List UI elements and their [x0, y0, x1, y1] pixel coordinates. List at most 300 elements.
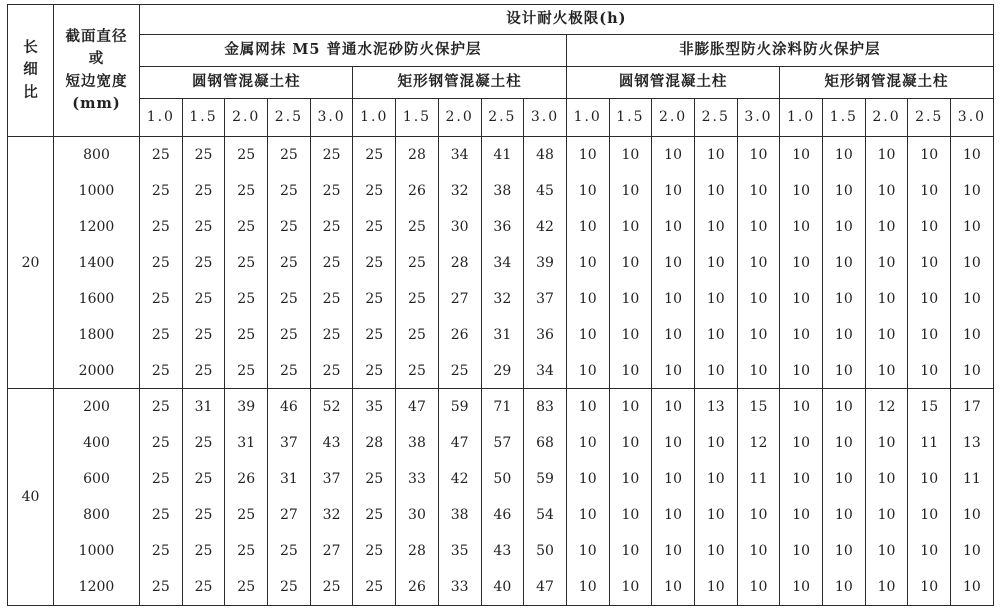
- thickness-cell: 10: [694, 569, 737, 605]
- table-row: [8, 533, 994, 569]
- slenderness-header-text: 长 细 比: [23, 38, 38, 101]
- thickness-cell: 25: [310, 137, 353, 173]
- thickness-cell: 11: [951, 461, 994, 497]
- thickness-cell: 10: [908, 497, 951, 533]
- thickness-cell: 10: [865, 173, 908, 209]
- thickness-cell: 10: [823, 461, 866, 497]
- thickness-cell: 25: [353, 497, 396, 533]
- thickness-cell: 25: [182, 425, 225, 461]
- thickness-cell: 10: [566, 173, 609, 209]
- thickness-cell: 10: [823, 353, 866, 389]
- hour-header: 3.0: [310, 99, 353, 137]
- thickness-cell: 10: [780, 173, 823, 209]
- hour-header: 3.0: [524, 99, 567, 137]
- thickness-cell: 11: [908, 425, 951, 461]
- table-row: [8, 389, 994, 425]
- thickness-cell: 10: [737, 317, 780, 353]
- thickness-cell: 25: [225, 533, 268, 569]
- thickness-cell: 25: [310, 353, 353, 389]
- thickness-cell: 34: [524, 353, 567, 389]
- thickness-cell: 10: [566, 389, 609, 425]
- thickness-cell: 25: [225, 173, 268, 209]
- thickness-cell: 25: [140, 173, 183, 209]
- thickness-cell: 10: [823, 317, 866, 353]
- thickness-cell: 10: [737, 245, 780, 281]
- thickness-cell: 10: [652, 389, 695, 425]
- section-size-cell: 2000: [54, 353, 140, 389]
- thickness-cell: 10: [694, 497, 737, 533]
- hour-header: 3.0: [737, 99, 780, 137]
- thickness-cell: 25: [140, 317, 183, 353]
- table-row: [8, 245, 994, 281]
- thickness-cell: 10: [652, 245, 695, 281]
- thickness-cell: 10: [823, 173, 866, 209]
- thickness-cell: 13: [951, 425, 994, 461]
- thickness-cell: 57: [481, 425, 524, 461]
- thickness-cell: 38: [396, 425, 439, 461]
- thickness-cell: 25: [140, 569, 183, 605]
- hour-header: 1.0: [780, 99, 823, 137]
- hour-header: 1.5: [182, 99, 225, 137]
- thickness-cell: 25: [225, 245, 268, 281]
- table-row: [8, 353, 994, 389]
- thickness-cell: 10: [609, 425, 652, 461]
- thickness-cell: 10: [823, 569, 866, 605]
- thickness-cell: 25: [268, 137, 311, 173]
- thickness-cell: 10: [566, 209, 609, 245]
- thickness-cell: 26: [225, 461, 268, 497]
- thickness-cell: 12: [865, 389, 908, 425]
- thickness-cell: 10: [694, 137, 737, 173]
- thickness-cell: 10: [951, 209, 994, 245]
- thickness-cell: 10: [652, 209, 695, 245]
- thickness-cell: 10: [737, 281, 780, 317]
- thickness-cell: 10: [951, 281, 994, 317]
- thickness-cell: 10: [908, 461, 951, 497]
- thickness-cell: 25: [268, 569, 311, 605]
- thickness-cell: 30: [438, 209, 481, 245]
- thickness-cell: 28: [396, 137, 439, 173]
- thickness-cell: 10: [609, 461, 652, 497]
- thickness-cell: 10: [951, 137, 994, 173]
- thickness-cell: 26: [438, 317, 481, 353]
- thickness-cell: 25: [225, 209, 268, 245]
- thickness-cell: 30: [396, 497, 439, 533]
- thickness-cell: 10: [737, 137, 780, 173]
- thickness-cell: 39: [524, 245, 567, 281]
- thickness-cell: 25: [140, 137, 183, 173]
- thickness-cell: 27: [310, 533, 353, 569]
- thickness-cell: 48: [524, 137, 567, 173]
- thickness-cell: 10: [609, 533, 652, 569]
- thickness-cell: 25: [140, 497, 183, 533]
- thickness-cell: 10: [609, 173, 652, 209]
- thickness-cell: 10: [951, 317, 994, 353]
- thickness-cell: 26: [396, 173, 439, 209]
- thickness-cell: 25: [182, 173, 225, 209]
- hour-header: 2.0: [438, 99, 481, 137]
- thickness-cell: 10: [566, 425, 609, 461]
- thickness-cell: 10: [780, 569, 823, 605]
- fire-resistance-table: [7, 4, 994, 606]
- thickness-cell: 11: [737, 461, 780, 497]
- thickness-cell: 25: [438, 353, 481, 389]
- thickness-cell: 34: [438, 137, 481, 173]
- thickness-cell: 38: [438, 497, 481, 533]
- section-size-cell: 1600: [54, 281, 140, 317]
- subgroup-circular-1: 圆钢管混凝土柱: [140, 67, 353, 99]
- thickness-cell: 25: [310, 173, 353, 209]
- subgroup-rectangular-2: 矩形钢管混凝土柱: [780, 67, 993, 99]
- thickness-cell: 10: [951, 353, 994, 389]
- thickness-cell: 10: [908, 533, 951, 569]
- thickness-cell: 25: [268, 245, 311, 281]
- thickness-cell: 10: [609, 137, 652, 173]
- thickness-cell: 10: [566, 533, 609, 569]
- thickness-cell: 25: [353, 173, 396, 209]
- thickness-cell: 10: [823, 281, 866, 317]
- thickness-cell: 45: [524, 173, 567, 209]
- thickness-cell: 10: [566, 137, 609, 173]
- thickness-cell: 25: [182, 569, 225, 605]
- thickness-cell: 25: [353, 209, 396, 245]
- thickness-cell: 10: [951, 497, 994, 533]
- thickness-cell: 10: [865, 245, 908, 281]
- thickness-cell: 36: [481, 209, 524, 245]
- table-row: [8, 173, 994, 209]
- thickness-cell: 10: [865, 569, 908, 605]
- thickness-cell: 25: [396, 281, 439, 317]
- thickness-cell: 25: [268, 281, 311, 317]
- thickness-cell: 27: [268, 497, 311, 533]
- thickness-cell: 41: [481, 137, 524, 173]
- thickness-cell: 10: [780, 353, 823, 389]
- thickness-cell: 25: [310, 209, 353, 245]
- thickness-cell: 10: [780, 461, 823, 497]
- thickness-cell: 10: [652, 497, 695, 533]
- thickness-cell: 10: [908, 281, 951, 317]
- thickness-cell: 25: [310, 569, 353, 605]
- thickness-cell: 10: [951, 533, 994, 569]
- thickness-cell: 32: [438, 173, 481, 209]
- thickness-cell: 59: [438, 389, 481, 425]
- thickness-cell: 43: [481, 533, 524, 569]
- thickness-cell: 10: [908, 317, 951, 353]
- thickness-cell: 10: [823, 533, 866, 569]
- table-row: [8, 569, 994, 605]
- thickness-cell: 10: [908, 173, 951, 209]
- thickness-cell: 10: [908, 353, 951, 389]
- thickness-cell: 10: [694, 353, 737, 389]
- table-row: [8, 317, 994, 353]
- thickness-cell: 10: [823, 137, 866, 173]
- thickness-cell: 10: [609, 317, 652, 353]
- table-row: [8, 461, 994, 497]
- thickness-cell: 28: [396, 533, 439, 569]
- thickness-cell: 10: [865, 209, 908, 245]
- thickness-cell: 10: [609, 245, 652, 281]
- thickness-cell: 35: [438, 533, 481, 569]
- hour-header: 1.0: [566, 99, 609, 137]
- hour-header: 2.0: [865, 99, 908, 137]
- thickness-cell: 10: [609, 389, 652, 425]
- thickness-cell: 10: [652, 461, 695, 497]
- thickness-cell: 36: [524, 317, 567, 353]
- thickness-cell: 10: [908, 137, 951, 173]
- protection-cement-mortar-header: 金属网抹 M5 普通水泥砂防火保护层: [140, 35, 567, 67]
- thickness-cell: 25: [353, 353, 396, 389]
- thickness-cell: 31: [268, 461, 311, 497]
- section-size-cell: 1000: [54, 533, 140, 569]
- section-header-line-1: 截面直径: [65, 27, 128, 45]
- protection-fire-coating-header: 非膨胀型防火涂料防火保护层: [566, 35, 993, 67]
- thickness-cell: 25: [182, 209, 225, 245]
- thickness-cell: 31: [182, 389, 225, 425]
- thickness-cell: 47: [438, 425, 481, 461]
- thickness-cell: 25: [140, 209, 183, 245]
- thickness-cell: 10: [780, 137, 823, 173]
- thickness-cell: 10: [566, 461, 609, 497]
- hour-header: 2.5: [694, 99, 737, 137]
- thickness-cell: 68: [524, 425, 567, 461]
- thickness-cell: 25: [225, 569, 268, 605]
- section-header-line-4: (mm): [72, 94, 121, 112]
- thickness-cell: 10: [737, 497, 780, 533]
- section-size-cell: 600: [54, 461, 140, 497]
- slenderness-value: 40: [8, 389, 54, 606]
- thickness-cell: 27: [438, 281, 481, 317]
- thickness-cell: 47: [396, 389, 439, 425]
- thickness-cell: 25: [396, 317, 439, 353]
- thickness-cell: 46: [481, 497, 524, 533]
- thickness-cell: 10: [566, 245, 609, 281]
- thickness-cell: 25: [353, 569, 396, 605]
- thickness-cell: 25: [268, 209, 311, 245]
- section-size-cell: 800: [54, 137, 140, 173]
- thickness-cell: 25: [182, 461, 225, 497]
- hour-header: 1.0: [353, 99, 396, 137]
- thickness-cell: 10: [780, 209, 823, 245]
- thickness-cell: 25: [268, 353, 311, 389]
- thickness-cell: 10: [823, 245, 866, 281]
- thickness-cell: 25: [140, 533, 183, 569]
- hour-header: 2.5: [268, 99, 311, 137]
- section-size-cell: 1000: [54, 173, 140, 209]
- thickness-cell: 40: [481, 569, 524, 605]
- thickness-cell: 28: [438, 245, 481, 281]
- thickness-cell: 25: [182, 245, 225, 281]
- thickness-cell: 25: [140, 353, 183, 389]
- thickness-cell: 10: [737, 533, 780, 569]
- table-row: [8, 281, 994, 317]
- thickness-cell: 25: [353, 245, 396, 281]
- thickness-cell: 39: [225, 389, 268, 425]
- thickness-cell: 50: [524, 533, 567, 569]
- thickness-cell: 25: [268, 533, 311, 569]
- table-row: [8, 209, 994, 245]
- thickness-cell: 25: [225, 497, 268, 533]
- thickness-cell: 38: [481, 173, 524, 209]
- thickness-cell: 35: [353, 389, 396, 425]
- thickness-cell: 10: [694, 317, 737, 353]
- thickness-cell: 25: [140, 389, 183, 425]
- thickness-cell: 10: [865, 533, 908, 569]
- slenderness-header: [8, 5, 54, 137]
- thickness-cell: 10: [694, 209, 737, 245]
- thickness-cell: 28: [353, 425, 396, 461]
- thickness-cell: 15: [908, 389, 951, 425]
- section-header-line-2: 或: [88, 50, 105, 68]
- thickness-cell: 10: [652, 425, 695, 461]
- thickness-cell: 25: [182, 353, 225, 389]
- thickness-cell: 25: [353, 461, 396, 497]
- thickness-cell: 52: [310, 389, 353, 425]
- thickness-cell: 25: [182, 533, 225, 569]
- thickness-cell: 10: [609, 209, 652, 245]
- thickness-cell: 42: [524, 209, 567, 245]
- thickness-cell: 37: [268, 425, 311, 461]
- thickness-cell: 10: [652, 317, 695, 353]
- thickness-cell: 42: [438, 461, 481, 497]
- thickness-cell: 25: [140, 425, 183, 461]
- thickness-cell: 31: [225, 425, 268, 461]
- thickness-cell: 33: [396, 461, 439, 497]
- subgroup-circular-2: 圆钢管混凝土柱: [566, 67, 779, 99]
- thickness-cell: 10: [566, 497, 609, 533]
- thickness-cell: 25: [310, 317, 353, 353]
- thickness-cell: 10: [566, 317, 609, 353]
- thickness-cell: 10: [780, 245, 823, 281]
- thickness-cell: 10: [865, 281, 908, 317]
- thickness-cell: 10: [908, 569, 951, 605]
- section-size-cell: 800: [54, 497, 140, 533]
- thickness-cell: 25: [140, 245, 183, 281]
- section-size-header: [54, 5, 140, 137]
- thickness-cell: 10: [865, 353, 908, 389]
- thickness-cell: 10: [566, 353, 609, 389]
- thickness-cell: 33: [438, 569, 481, 605]
- thickness-cell: 47: [524, 569, 567, 605]
- thickness-cell: 71: [481, 389, 524, 425]
- thickness-cell: 10: [780, 497, 823, 533]
- thickness-cell: 10: [823, 497, 866, 533]
- thickness-cell: 10: [609, 569, 652, 605]
- thickness-cell: 10: [908, 209, 951, 245]
- thickness-cell: 10: [865, 317, 908, 353]
- thickness-cell: 25: [396, 209, 439, 245]
- thickness-cell: 10: [737, 353, 780, 389]
- thickness-cell: 10: [737, 209, 780, 245]
- thickness-cell: 25: [268, 173, 311, 209]
- thickness-cell: 31: [481, 317, 524, 353]
- thickness-cell: 10: [609, 281, 652, 317]
- thickness-cell: 10: [694, 245, 737, 281]
- thickness-cell: 10: [652, 281, 695, 317]
- hour-header: 2.0: [652, 99, 695, 137]
- thickness-cell: 43: [310, 425, 353, 461]
- thickness-cell: 37: [524, 281, 567, 317]
- thickness-cell: 25: [182, 281, 225, 317]
- thickness-cell: 10: [865, 137, 908, 173]
- thickness-cell: 83: [524, 389, 567, 425]
- thickness-cell: 10: [823, 425, 866, 461]
- thickness-cell: 25: [310, 281, 353, 317]
- thickness-cell: 46: [268, 389, 311, 425]
- thickness-cell: 10: [652, 173, 695, 209]
- thickness-cell: 25: [225, 137, 268, 173]
- thickness-cell: 10: [780, 425, 823, 461]
- thickness-cell: 10: [951, 173, 994, 209]
- section-size-cell: 400: [54, 425, 140, 461]
- thickness-cell: 25: [268, 317, 311, 353]
- thickness-cell: 13: [694, 389, 737, 425]
- thickness-cell: 17: [951, 389, 994, 425]
- thickness-cell: 25: [182, 497, 225, 533]
- thickness-cell: 25: [225, 281, 268, 317]
- thickness-cell: 10: [780, 281, 823, 317]
- thickness-cell: 25: [182, 317, 225, 353]
- section-size-cell: 1800: [54, 317, 140, 353]
- thickness-cell: 10: [737, 569, 780, 605]
- design-fire-limit-header: 设计耐火极限(h): [140, 5, 994, 35]
- section-size-cell: 1200: [54, 209, 140, 245]
- slenderness-value: 20: [8, 137, 54, 389]
- thickness-cell: 34: [481, 245, 524, 281]
- hour-header: 1.5: [396, 99, 439, 137]
- thickness-cell: 25: [140, 281, 183, 317]
- thickness-cell: 25: [140, 461, 183, 497]
- thickness-cell: 25: [310, 245, 353, 281]
- subgroup-rectangular-1: 矩形钢管混凝土柱: [353, 67, 566, 99]
- thickness-cell: 10: [694, 281, 737, 317]
- thickness-cell: 37: [310, 461, 353, 497]
- table-row: [8, 425, 994, 461]
- thickness-cell: 29: [481, 353, 524, 389]
- section-header-line-3: 短边宽度: [65, 72, 128, 90]
- thickness-cell: 10: [566, 281, 609, 317]
- thickness-cell: 12: [737, 425, 780, 461]
- thickness-cell: 10: [694, 461, 737, 497]
- thickness-cell: 10: [865, 425, 908, 461]
- thickness-cell: 10: [652, 137, 695, 173]
- thickness-cell: 50: [481, 461, 524, 497]
- thickness-cell: 10: [694, 425, 737, 461]
- hour-header: 2.5: [908, 99, 951, 137]
- hour-header: 1.5: [609, 99, 652, 137]
- thickness-cell: 10: [652, 533, 695, 569]
- section-size-cell: 1400: [54, 245, 140, 281]
- hour-header: 3.0: [951, 99, 994, 137]
- thickness-cell: 25: [225, 317, 268, 353]
- thickness-cell: 15: [737, 389, 780, 425]
- thickness-cell: 10: [780, 533, 823, 569]
- thickness-cell: 25: [396, 353, 439, 389]
- section-size-cell: 1200: [54, 569, 140, 605]
- thickness-cell: 10: [566, 569, 609, 605]
- thickness-cell: 10: [951, 245, 994, 281]
- thickness-cell: 25: [353, 317, 396, 353]
- section-size-cell: 200: [54, 389, 140, 425]
- thickness-cell: 10: [652, 353, 695, 389]
- table-row: [8, 137, 994, 173]
- thickness-cell: 10: [609, 497, 652, 533]
- thickness-cell: 10: [865, 497, 908, 533]
- thickness-cell: 10: [823, 209, 866, 245]
- thickness-cell: 32: [310, 497, 353, 533]
- thickness-cell: 10: [694, 533, 737, 569]
- thickness-cell: 25: [353, 533, 396, 569]
- thickness-cell: 10: [823, 389, 866, 425]
